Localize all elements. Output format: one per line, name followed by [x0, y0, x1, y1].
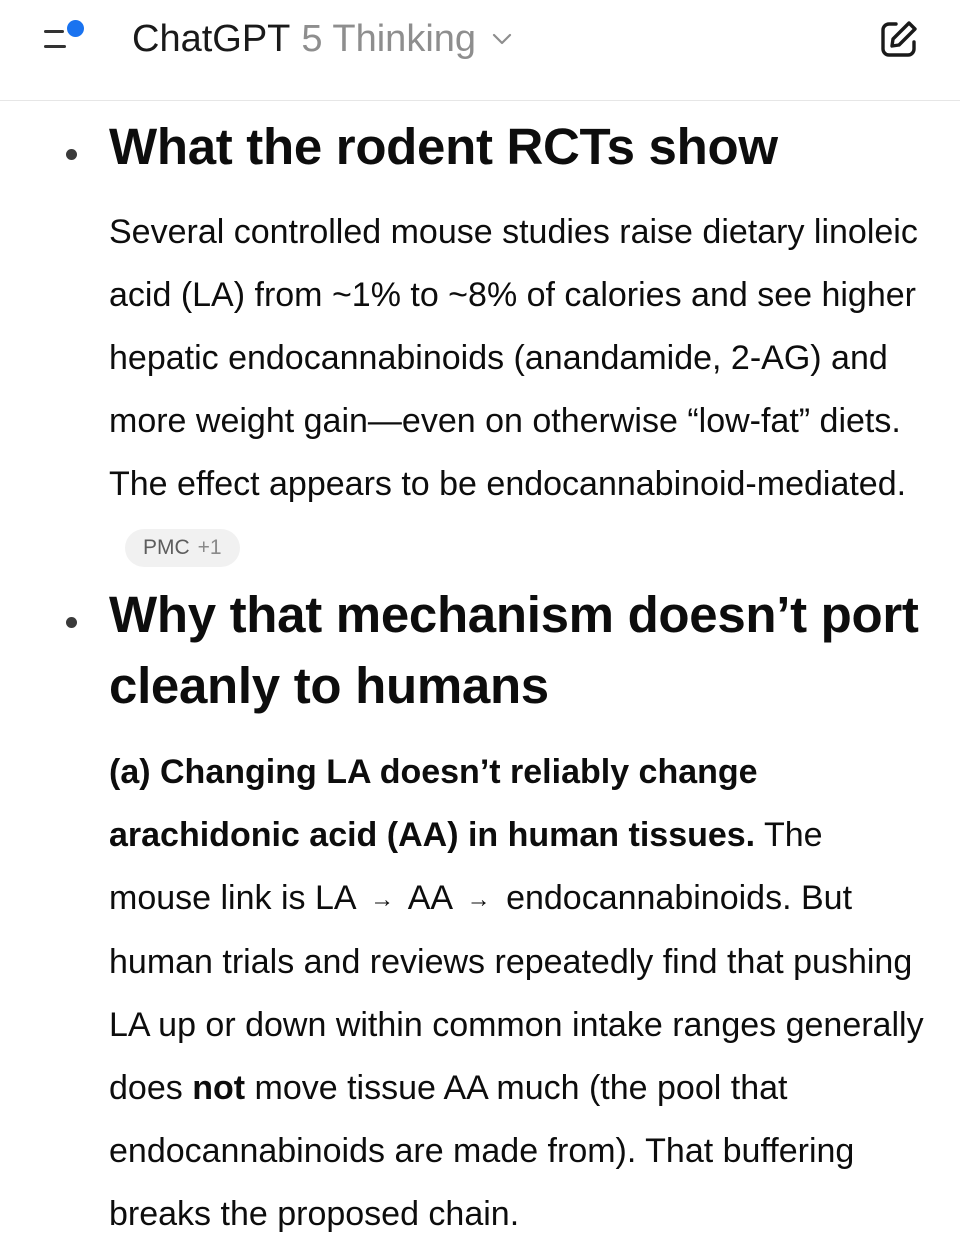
paragraph-text: The mouse link is LA: [109, 816, 823, 917]
citation-pill[interactable]: [125, 529, 240, 567]
bold-lead: (a) Changing LA doesn’t reliably change arachidonic acid (AA) in human tissues.: [109, 753, 758, 854]
model-name: 5 Thinking: [301, 17, 477, 60]
top-bar: [0, 0, 960, 101]
bullet-dot: [66, 149, 77, 160]
citation-source: PMC: [143, 536, 190, 559]
model-selector[interactable]: [132, 14, 514, 64]
menu-line-bottom: [44, 45, 66, 48]
right-arrow-icon: →: [370, 886, 395, 913]
section-heading: What the rodent RCTs show: [109, 118, 778, 175]
paragraph-text: AA: [400, 879, 461, 917]
menu-line-top: [44, 30, 64, 33]
paragraph-text: Several controlled mouse studies raise dietary linoleic acid (LA) from ~1% to ~8% of calories and see higher hepatic endocannabinoids (anandamide, 2-AG) and more weight gain—even on otherwise “low-fat” diets. The effect appears to be endocannabinoid-mediated.: [109, 213, 918, 503]
paragraph-text: move tissue AA much (the pool that endocannabinoids are made from). That buffering breaks the proposed chain.: [109, 1069, 855, 1233]
chevron-down-icon: [490, 27, 514, 51]
app-title: ChatGPT: [132, 17, 291, 60]
citation-extra: +1: [197, 536, 222, 559]
bullet-dot: [66, 617, 77, 628]
notification-dot: [67, 20, 84, 37]
section-paragraph: [109, 741, 929, 1246]
right-arrow-icon: →: [466, 886, 491, 913]
paragraph-text: endocannabinoids. But human trials and reviews repeatedly find that pushing LA up or down within common intake ranges generally does: [109, 879, 924, 1107]
new-chat-icon[interactable]: [878, 18, 920, 60]
bold-emphasis: not: [192, 1069, 246, 1107]
sidebar-menu-icon[interactable]: [40, 18, 92, 58]
section-heading: Why that mechanism doesn’t port cleanly to humans: [109, 586, 919, 714]
section-paragraph: [109, 201, 929, 579]
